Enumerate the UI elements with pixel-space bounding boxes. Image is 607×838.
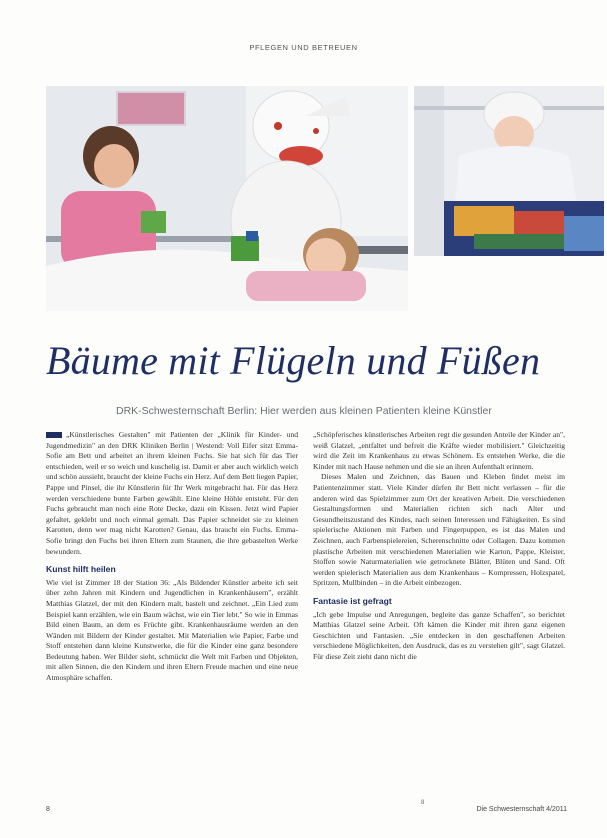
body-paragraph: „Ich gebe Impulse und Anregungen, begleite das ganze Schaffen", so berichtet Matthias Glatzel seine Arbeit. Oft kämen die Kinder mit ihren ganz eigenen Geschichten und Fantasien. „Sie entdecken in den geschaffenen Arbeiten verschiedene Möglichkeiten, den Ausdruck, das es zu verstehen gilt", sagt Glatzel. Für diese Zeit zieht dann nicht die: [313, 609, 565, 661]
lead-marker-icon: [46, 432, 62, 438]
left-column: [46, 430, 298, 684]
page-mark: 8: [421, 800, 425, 806]
article-subhead: DRK-Schwesternschaft Berlin: Hier werden aus kleinen Patienten kleine Künstler: [116, 405, 492, 417]
section-heading-fantasie: Fantasie ist gefragt: [313, 595, 392, 606]
article-headline: Bäume mit Flügeln und Füßen: [46, 338, 541, 383]
body-paragraph: „Schöpferisches künstlerisches Arbeiten regt die gesunden Anteile der Kinder an", weiß Glatzel, „entfaltet und befreit die Kräfte wieder mobilisiert." Gleichzeitig wird die Zeit im Krankenhaus zu etwas Schönem. Es entstehen Werke, die die Kinder mit nach Hause nehmen und die sie an ihren Aufenthalt erinnern.: [313, 430, 565, 471]
page-number: 8: [46, 806, 50, 813]
section-heading-kunst: Kunst hilft heilen: [46, 564, 116, 575]
children-hospital-photo: [46, 86, 408, 311]
body-paragraph: Dieses Malen und Zeichnen, das Bauen und Kleben findet meist im Patientenzimmer statt. Viele Kinder dürfen ihr Bett nicht verlassen – für die anderen wird das Spielzimmer zum Ort der kreativen Arbeit. Die verschiedenen Gestaltungsformen und Materialien richten sich nach Alter und Gesundheitszustand des Kindes, nach seinen Interessen und Fähigkeiten. Es sind spielerische Aktionen mit Farben und Fingerpuppen, es ist das Malen und Zeichnen, auch Farbenspielereien, Scherenschnitte oder Collagen. Dazu kommen plastische Arbeiten mit verschiedenen Materialien wie Karton, Pappe, Kleister, Stoffen sowie Naturmaterialien wie getrocknete Blätter, Blüten und Sand. Oft werden spielerisch Materialien aus dem Krankenhaus – Kompressen, Holzspatel, Spritzen, Mullbinden – in die Arbeit einbezogen.: [313, 472, 565, 588]
lead-paragraph: „Künstlerisches Gestalten" mit Patienten der „Klinik für Kinder- und Jugendmedizin" an den DRK Kliniken Berlin | Westend: Voll Eifer sitzt Emma-Sofie am Bett und arbeitet an ihrem kleinen Fuchs. Sie hat sich für das Tier entschieden, weil er so weich und kuschelig ist. Damit er aber auch wirklich weich und schön aussieht, braucht der kleine Fuchs ein Herz. Auf dem Bett liegen Papier, Pappe und Pinsel, die ihr Künstlerin für Ihr Werk mitgebracht hat. Für das Herz werden verschiedene bunte Farben gewählt. Eine kleine Höhle entsteht. Für den Fuchs gebraucht man noch eine Rote Decke, dazu ein Kissen. Jetzt wird Papier gefaltet, geklebt und noch einmal gemalt. Das Papier schneidet sie zu kleinen Karotten, denn wer mag nicht Karotten? Genau, das braucht ein Fuchs. Emma-Sofie bringt den Fuchs bei ihren Eltern zum Staunen, die ihre gebastelten Werke bewundern.: [46, 430, 298, 556]
publication-footer: Die Schwesternschaft 4/2011: [476, 806, 567, 813]
side-photo: [414, 86, 604, 256]
main-photo: [46, 86, 408, 311]
section-label: PFLEGEN UND BETREUEN: [249, 43, 358, 52]
right-column: [313, 430, 565, 662]
child-painting-photo: [414, 86, 604, 256]
body-paragraph: Wie viel ist Zimmer 18 der Station 36: „Als Bildender Künstler arbeite ich seit über zehn Jahren mit Kindern und Jugendlichen in Krankenhäusern", erzählt Matthias Glatzel, der mit den Kindern malt, bastelt und zeichnet. „Ein Lied zum Beispiel kann erzählen, wie ein Baum wächst, wie ein Tier lebt." So wie in Emmas Bild einen Baum, an dem es Früchte gibt. Krankenhausräume werden an den Wänden mit Bildern der Kinder gestaltet. Mit Materialien wie Papier, Farbe und Stoff entstehen dann kleine Kunstwerke, die für die Kinder eine ganz besondere Bedeutung haben. Wer Bilder sieht, schmückt die Welt mit Farben und Objekten, mit allen Sinnen, die den Kindern und ihren Eltern Freude machen und eine neue Atmosphäre schaffen.: [46, 577, 298, 683]
